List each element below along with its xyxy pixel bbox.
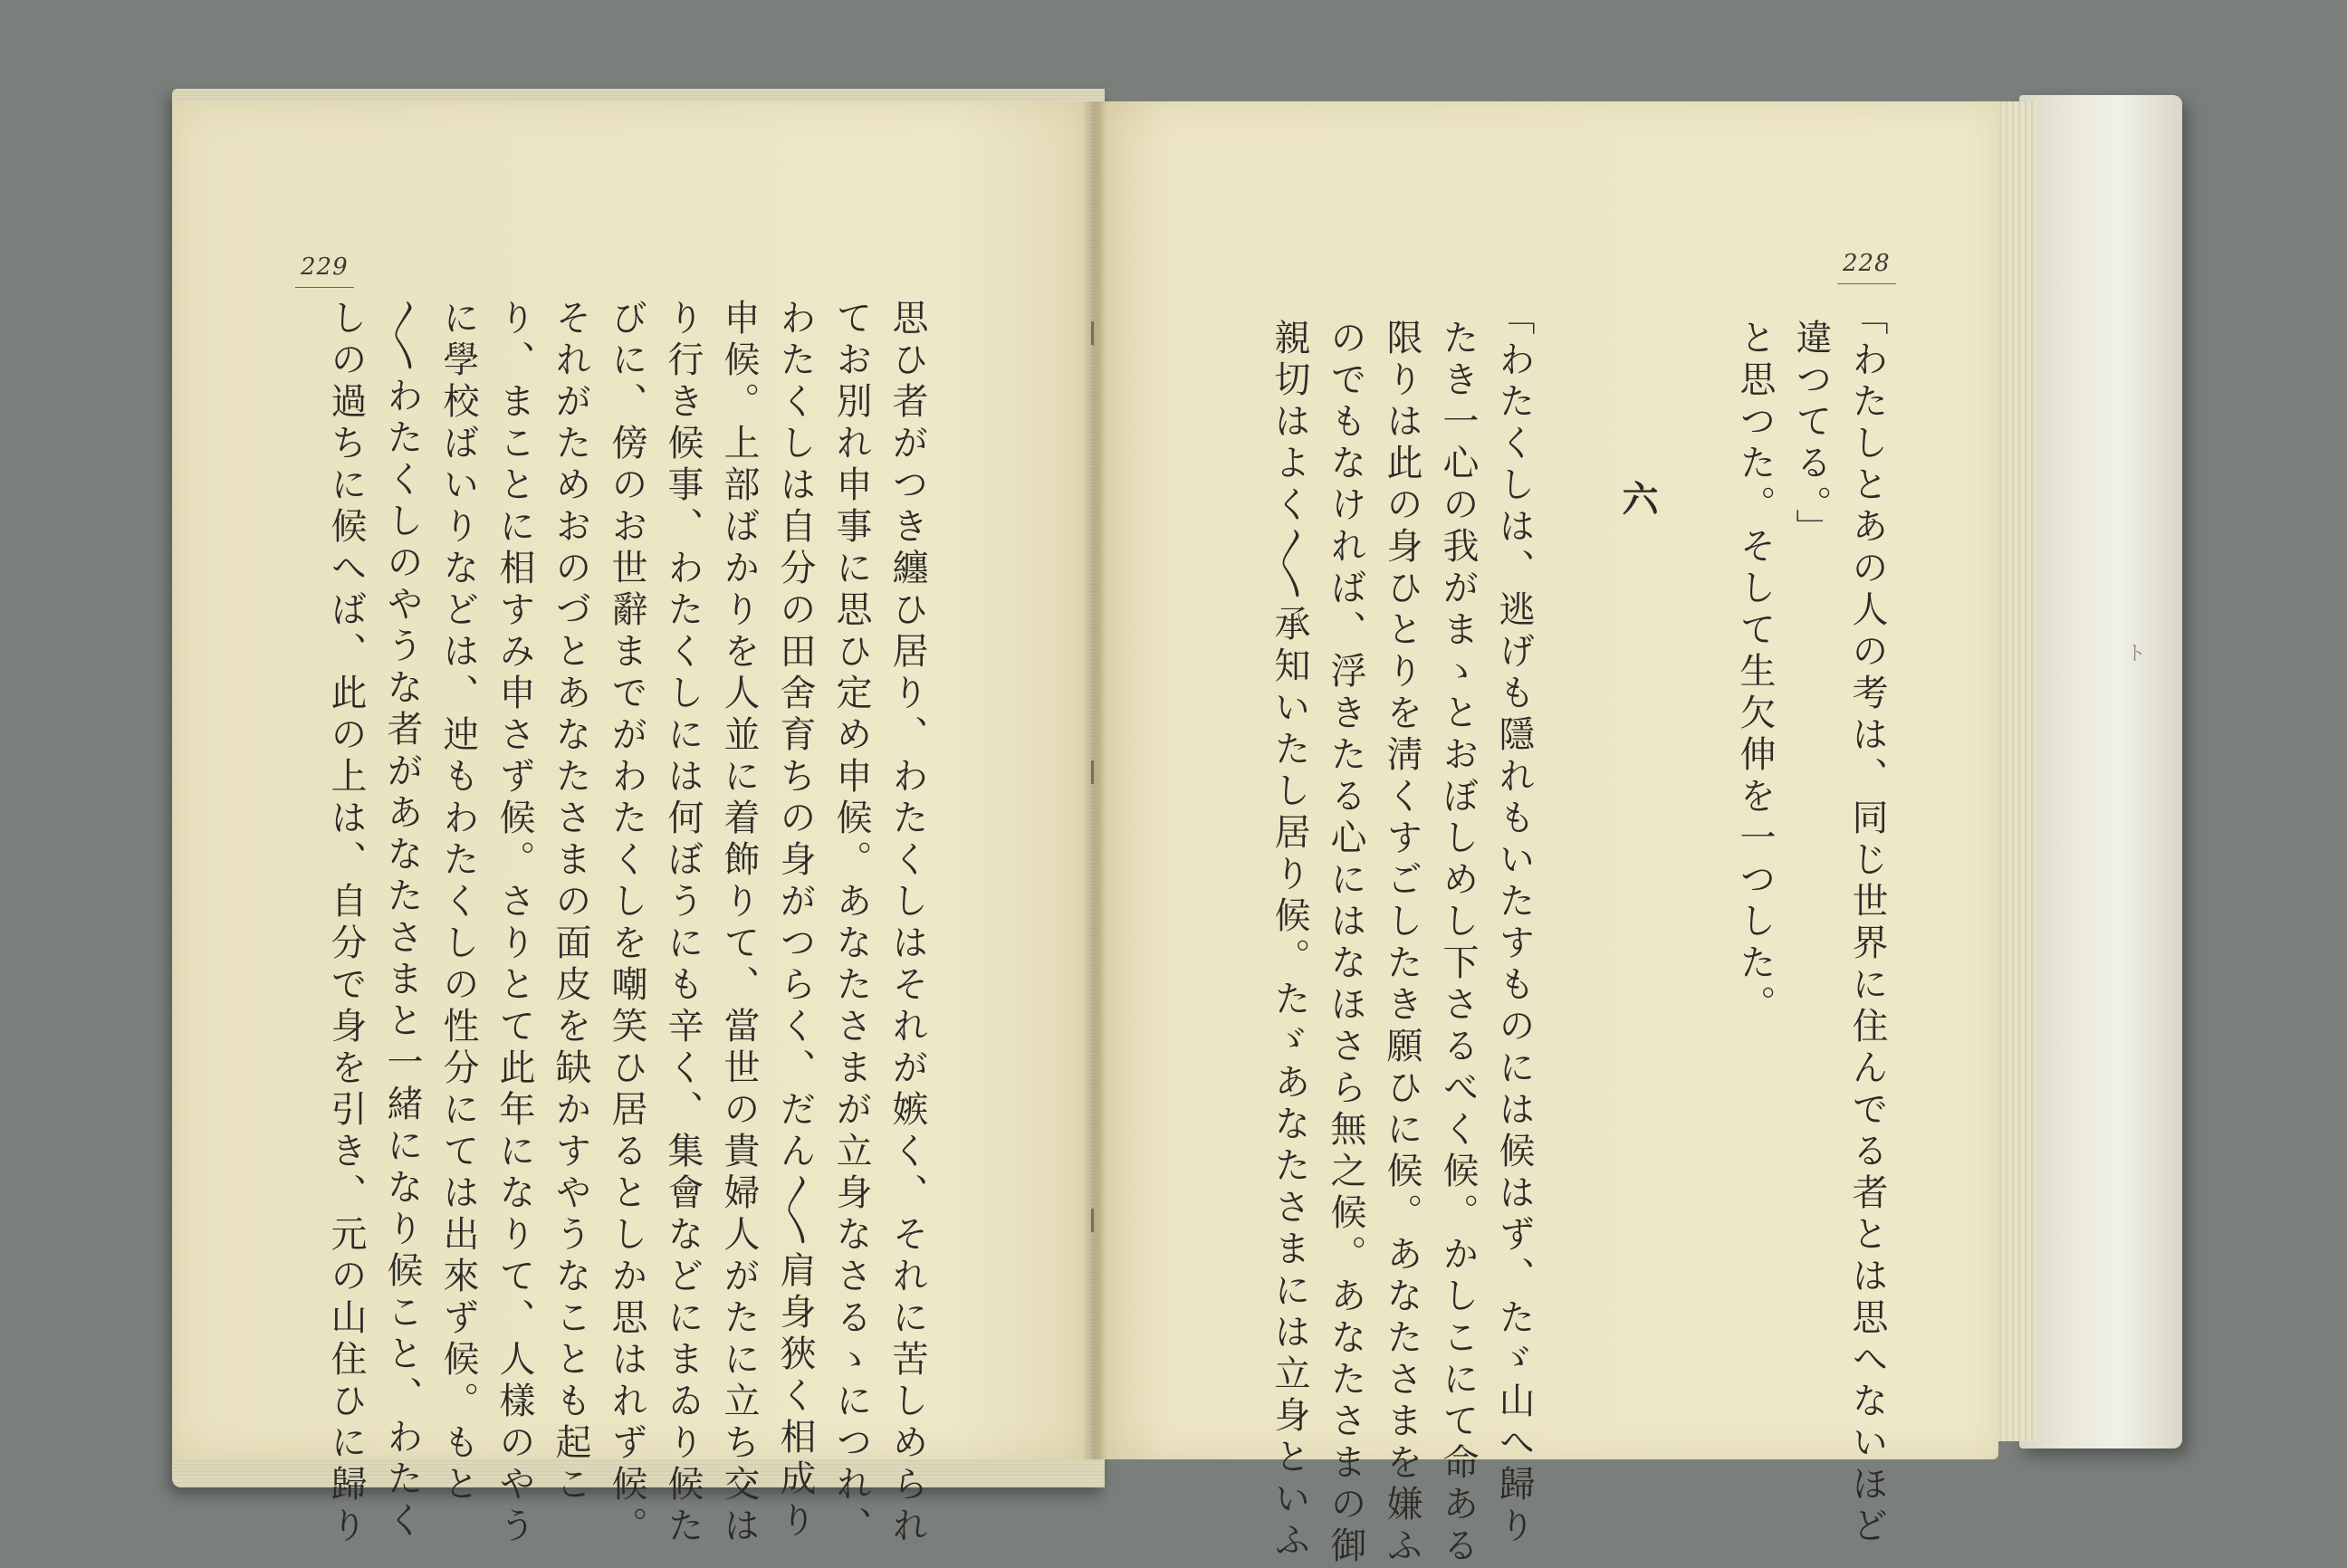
book-gutter	[1083, 101, 1106, 1459]
cover-mark: ト	[2126, 643, 2147, 665]
section-heading: 六	[1616, 480, 1658, 516]
text-column: り、まことに相すみ申さず候。さりとて此年になりて、人樣のやう	[493, 299, 535, 1548]
left-page-number: 229	[301, 253, 349, 281]
text-column: のでもなければ、浮きたる心にはなほさら無之候。あなたさまの御	[1325, 319, 1366, 1568]
text-column: り行き候事、わたくしには何ぼうにも辛く、集會などにまゐり候た	[662, 299, 704, 1548]
text-column: 限りは此の身ひとりを淸くすごしたき願ひに候。あなたさまを嫌ふ	[1381, 319, 1423, 1568]
text-column: 〳〵わたくしのやうな者があなたさまと一緒になり候こと、わたく	[381, 299, 423, 1543]
text-column: 「わたくしは、逃げも隱れもいたすものには候はず、たゞ山へ歸り	[1493, 299, 1535, 1548]
text-column: たき一心の我がまゝとおぼしめし下さるべく候。かしこにて命ある	[1437, 319, 1479, 1568]
text-column: 違つてる。」	[1790, 319, 1832, 550]
text-column: しの過ちに候へば、此の上は、自分で身を引き、元の山住ひに歸り	[325, 299, 367, 1548]
text-column: 親切はよく〳〵承知いたし居り候。たゞあなたさまには立身といふ	[1269, 319, 1310, 1563]
binding-stitch	[1091, 1209, 1094, 1232]
back-cover	[2019, 95, 2182, 1448]
text-column: てお別れ申事に思ひ定め申候。あなたさまが立身なさるゝにつれ、	[830, 299, 872, 1548]
right-page-number: 228	[1843, 250, 1891, 277]
text-column: それがためおのづとあなたさまの面皮を缺かすやうなことも起こ	[550, 299, 591, 1506]
binding-stitch	[1091, 760, 1094, 784]
text-column: びに、傍のお世辭までがわたくしを嘲笑ひ居るとしか思はれず候。	[606, 299, 647, 1548]
text-column: に學校ばいりなどは、迚もわたくしの性分にては出來ず候。もと	[437, 299, 479, 1506]
text-column: 思ひ者がつき纏ひ居り、わたくしはそれが嫉く、それに苦しめられ	[886, 299, 928, 1548]
text-column: 申候。上部ばかりを人並に着飾りて、當世の貴婦人がたに立ち交は	[718, 299, 760, 1548]
binding-stitch	[1091, 321, 1094, 345]
text-column: と思つた。そして生欠伸を一つした。	[1734, 319, 1776, 1027]
text-column: わたくしは自分の田舍育ちの身がつらく、だん〳〵肩身狹く相成り	[774, 299, 816, 1543]
text-column: 「わたしとあの人の考は、同じ世界に住んでる者とは思へないほど	[1846, 299, 1888, 1548]
